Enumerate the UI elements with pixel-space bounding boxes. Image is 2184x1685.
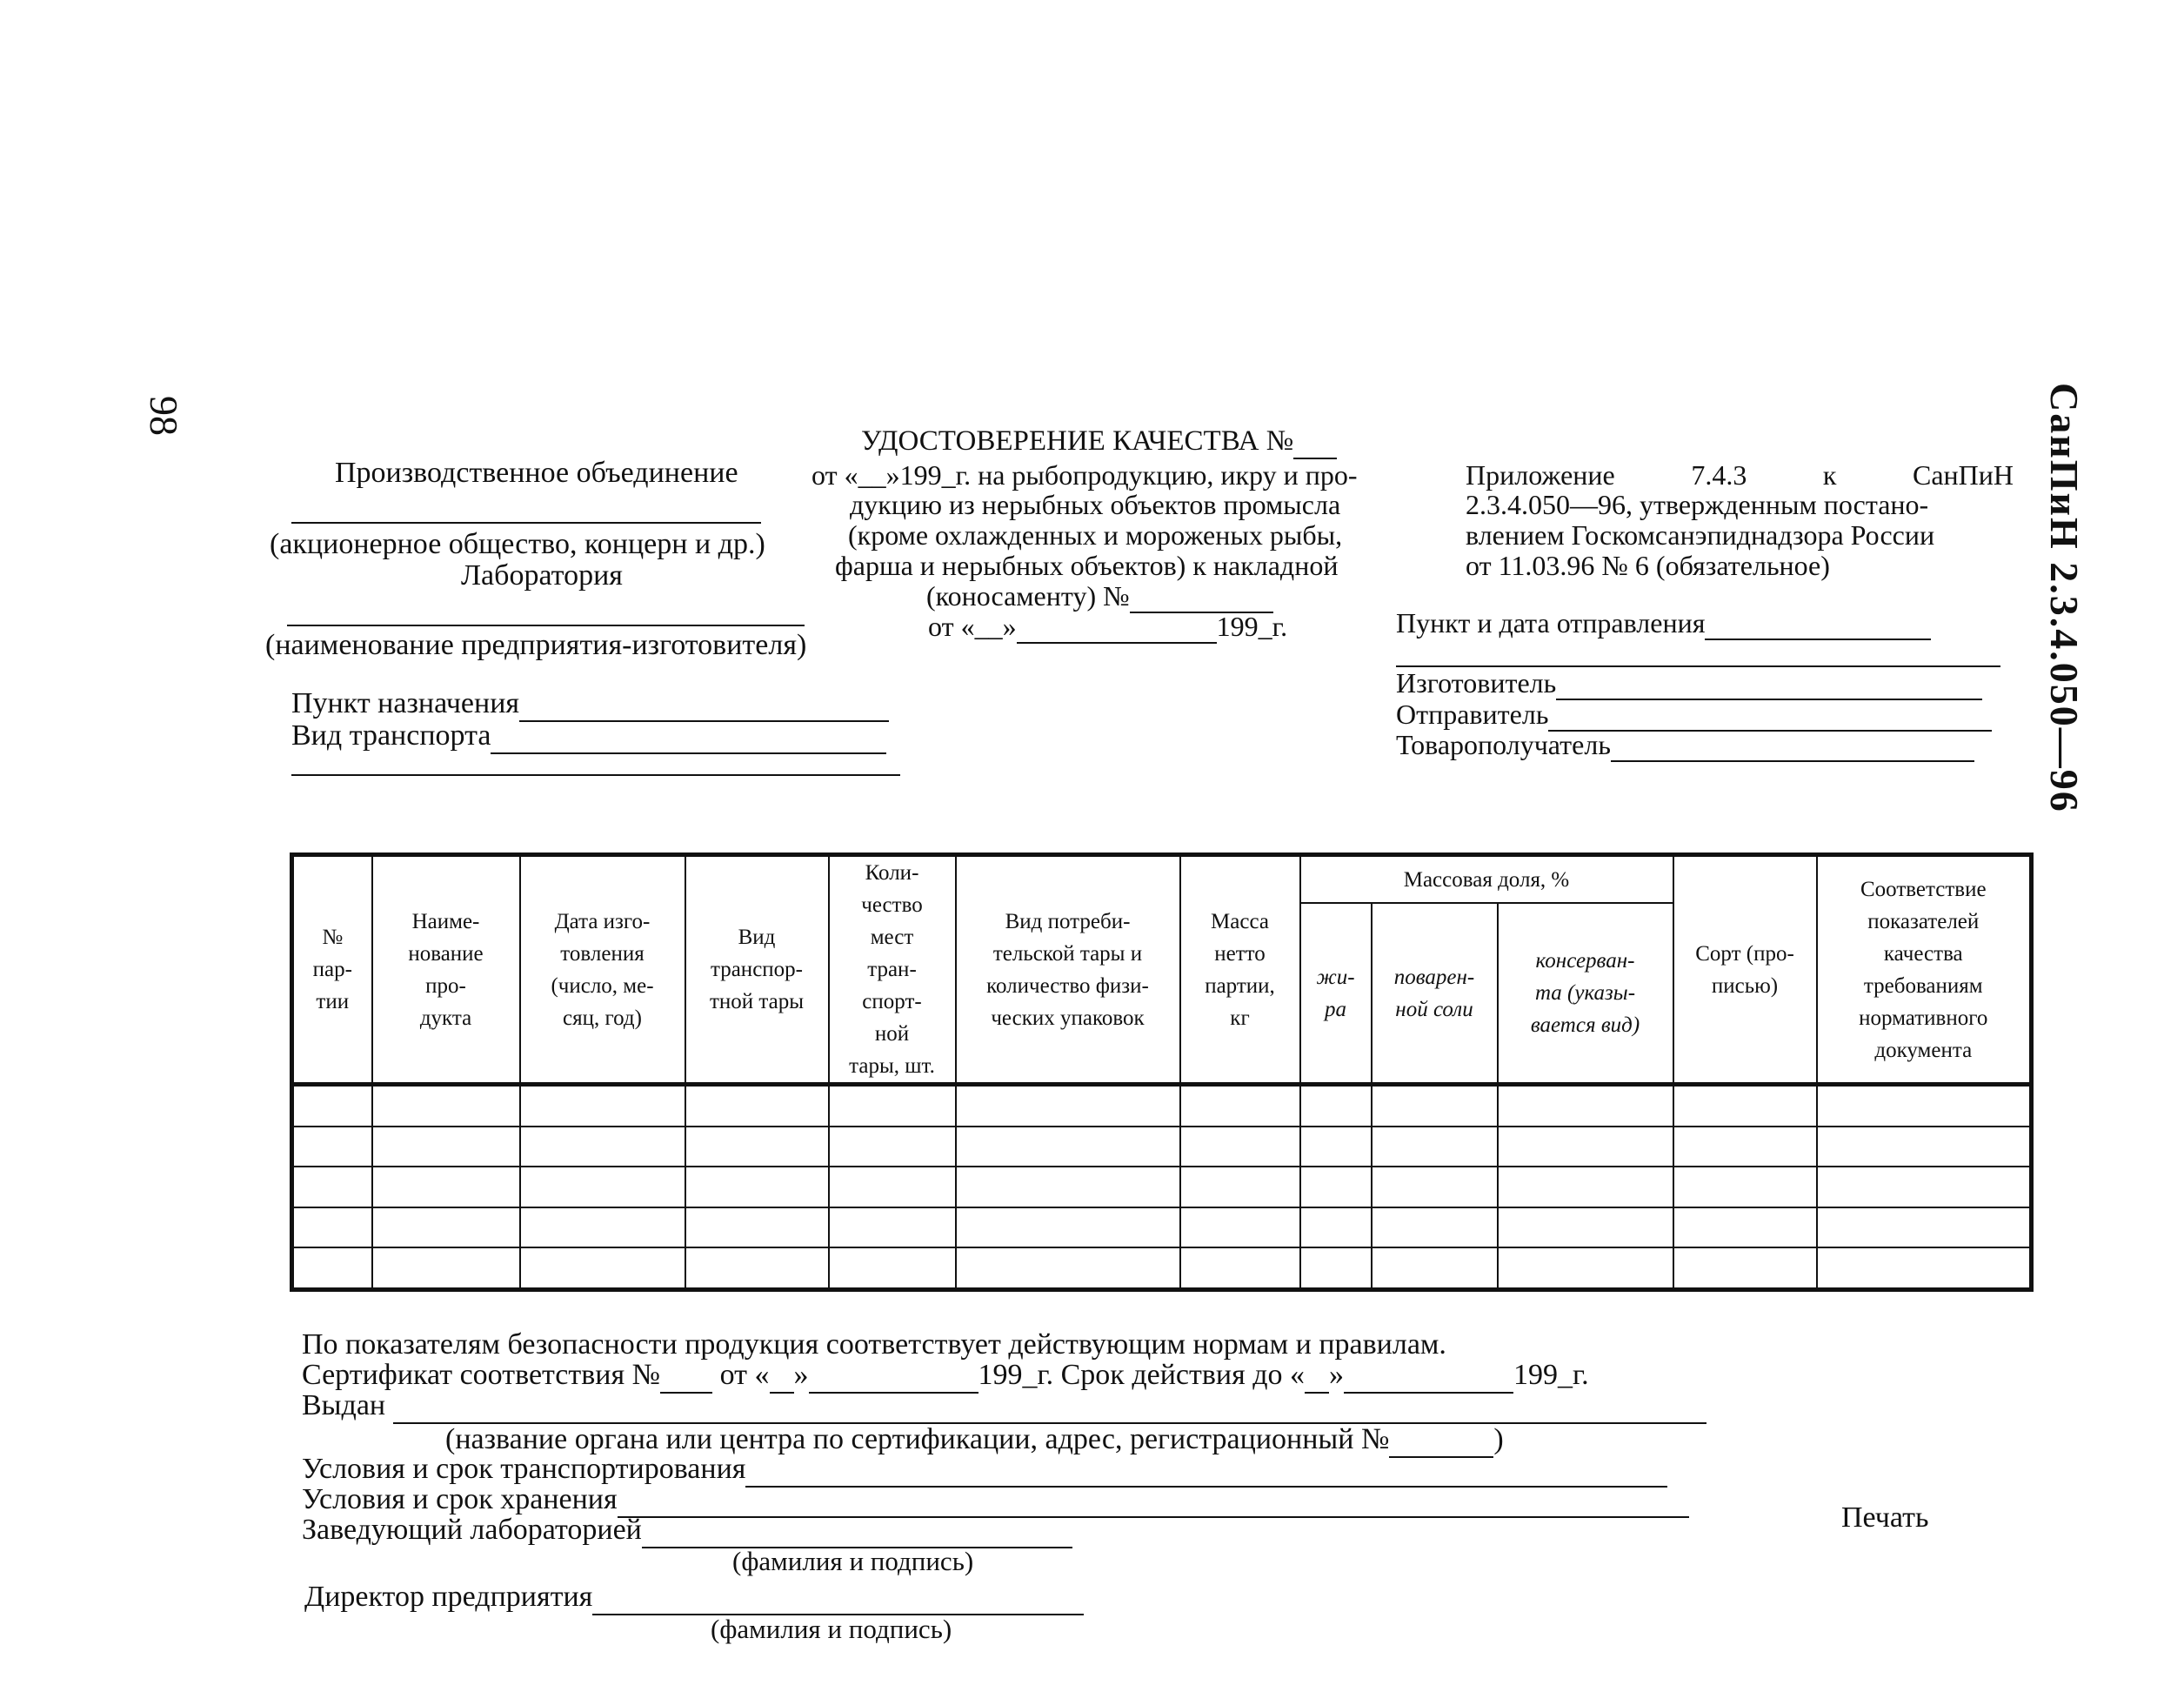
table-cell [520,1207,685,1248]
table-cell [685,1085,829,1127]
transport-extra-line [291,774,900,776]
table-cell [956,1207,1180,1248]
table-cell [1498,1085,1673,1127]
table-cell [829,1247,956,1289]
table-cell [1180,1085,1300,1127]
table-row [292,1127,2032,1167]
stamp-label: Печать [1841,1501,1929,1534]
table-cell [520,1167,685,1207]
table-cell [1673,1167,1817,1207]
table-row [292,1207,2032,1248]
col-header-transport-pack: Вид транспор- тной тары [685,855,829,1085]
lab-note: (наименование предприятия-изготовителя) [265,629,807,661]
table-cell [1498,1167,1673,1207]
center-line-1: от «__»199_г. на рыбопродукцию, икру и про- [811,459,1358,491]
table-cell [1180,1167,1300,1207]
table-cell [1673,1127,1817,1167]
table-cell [1498,1127,1673,1167]
col-header-pack-count: Коли- чество мест тран- спорт- ной тары, шт. [829,855,956,1085]
destination-field: Пункт назначения [291,687,889,722]
table-cell [292,1247,372,1289]
transport-field: Вид транспорта [291,719,886,754]
table-cell [1498,1247,1673,1289]
table-cell [829,1167,956,1207]
subheader-salt: поварен- ной соли [1372,903,1498,1084]
table-cell [520,1085,685,1127]
table-cell [520,1127,685,1167]
table-cell [372,1167,520,1207]
director-signature-note: (фамилия и подпись) [711,1614,952,1644]
table-cell [1673,1207,1817,1248]
table-cell [520,1247,685,1289]
manufacturer-field: Изготовитель [1396,667,1982,700]
col-header-grade: Сорт (про- писью) [1673,855,1817,1085]
page-number: 98 [142,396,186,436]
table-cell [292,1085,372,1127]
table-cell [829,1207,956,1248]
table-cell [829,1085,956,1127]
org-note: (акционерное общество, концерн и др.) [270,528,765,560]
org-label: Производственное объединение [335,457,738,489]
table-cell [1817,1207,2032,1248]
table-cell [372,1247,520,1289]
document-title: УДОСТОВЕРЕНИЕ КАЧЕСТВА № [861,425,1337,459]
table-cell [1372,1127,1498,1167]
issued-field: Выдан [302,1389,1706,1424]
lab-label: Лаборатория [461,559,623,592]
table-cell [1372,1247,1498,1289]
table-cell [1300,1127,1372,1167]
table-cell [292,1127,372,1167]
appendix-line-3: влением Госкомсанэпиднадзора России [1466,519,1935,551]
table-cell [1817,1127,2032,1167]
recipient-field: Товарополучатель [1396,729,1974,762]
org-line [291,522,761,524]
table-cell [1180,1247,1300,1289]
col-header-compliance: Соответствие показателей качества требованиям нормативного документа [1817,855,2032,1085]
table-cell [1372,1207,1498,1248]
table-cell [372,1085,520,1127]
subheader-fat: жи- ра [1300,903,1372,1084]
table-cell [292,1167,372,1207]
table-cell [292,1207,372,1248]
table-row [292,1167,2032,1207]
appendix-line-1: Приложение 7.4.3 к СанПиН [1466,459,2014,491]
lab-line [287,625,805,626]
sender-field: Отправитель [1396,699,1992,732]
storage-conditions-field: Условия и срок хранения [302,1483,1689,1518]
director-field: Директор предприятия [304,1581,1084,1615]
center-line-2: дукцию из нерыбных объектов промысла [850,489,1341,520]
table-cell [1372,1167,1498,1207]
waybill-field: (коносаменту) № [926,580,1273,613]
table-cell [1817,1085,2032,1127]
table-cell [829,1127,956,1167]
quality-table [290,853,2034,1292]
table-cell [1300,1167,1372,1207]
certificate-field: Сертификат соответствия № от « » 199_г. Срок действия до « » 199_г. [302,1359,1589,1394]
col-header-production-date: Дата изго- товления (число, ме- сяц, год) [520,855,685,1085]
table-cell [1673,1085,1817,1127]
safety-statement: По показателям безопасности продукция соответствует действующим нормам и правилам. [302,1328,1446,1361]
table-cell [1300,1247,1372,1289]
col-header-product-name: Наиме- нование про- дукта [372,855,520,1085]
document-code: СанПиН 2.3.4.050—96 [2042,383,2087,813]
table-cell [372,1127,520,1167]
table-cell [1817,1167,2032,1207]
waybill-date-field: от «__» 199_г. [928,611,1288,642]
col-header-batch-no: № пар- тии [292,855,372,1085]
transport-conditions-field: Условия и срок транспортирования [302,1453,1667,1488]
col-header-consumer-pack: Вид потреби- тельской тары и количество физи- ческих упаковок [956,855,1180,1085]
table-cell [956,1167,1180,1207]
issued-note: (название органа или центра по сертификации, адрес, регистрационный № ) [445,1423,1504,1458]
col-header-net-mass: Масса нетто партии, кг [1180,855,1300,1085]
table-row [292,1247,2032,1289]
table-cell [956,1127,1180,1167]
center-line-4: фарша и нерыбных объектов) к накладной [835,550,1339,581]
table-cell [685,1207,829,1248]
lab-head-signature-note: (фамилия и подпись) [732,1546,974,1576]
table-cell [685,1127,829,1167]
table-cell [1180,1127,1300,1167]
subheader-preservative: консерван- та (указы- вается вид) [1498,903,1673,1084]
table-cell [1498,1207,1673,1248]
table-cell [1673,1247,1817,1289]
table-cell [1300,1085,1372,1127]
table-cell [1300,1207,1372,1248]
table-cell [372,1207,520,1248]
table-cell [956,1085,1180,1127]
table-cell [1817,1247,2032,1289]
dispatch-field: Пункт и дата отправления [1396,607,1931,640]
col-header-mass-fraction: Массовая доля, % [1300,855,1673,904]
table-cell [956,1247,1180,1289]
center-line-3: (кроме охлажденных и мороженых рыбы, [848,519,1343,551]
table-cell [685,1247,829,1289]
table-cell [1372,1085,1498,1127]
table-cell [1180,1207,1300,1248]
appendix-line-2: 2.3.4.050—96, утвержденным постано- [1466,489,1929,520]
table-row [292,1085,2032,1127]
lab-head-field: Заведующий лабораторией [302,1514,1072,1548]
appendix-line-4: от 11.03.96 № 6 (обязательное) [1466,550,1830,581]
table-cell [685,1167,829,1207]
